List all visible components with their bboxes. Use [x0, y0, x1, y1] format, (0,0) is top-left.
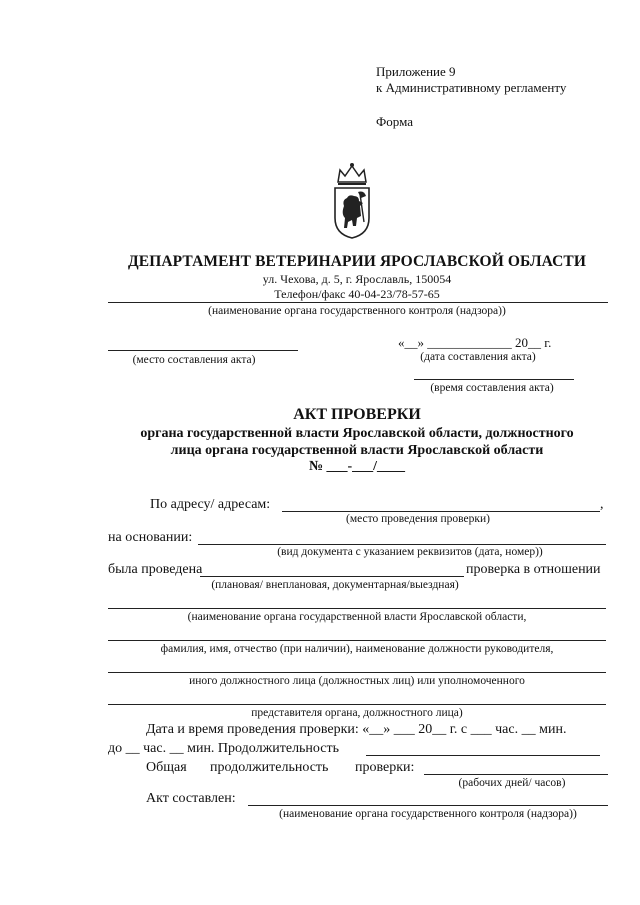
inspection-datetime-line[interactable]: Дата и время проведения проверки: «__» ___ 20__ г. с ___ час. __ мин. — [146, 722, 567, 737]
act-subtitle-line1: органа государственной власти Ярославской области, должностного — [140, 426, 574, 441]
conducted-type-field[interactable] — [200, 576, 464, 577]
conducted-tail: проверка в отношении — [466, 562, 601, 577]
act-title: АКТ ПРОВЕРКИ — [293, 406, 421, 423]
organization-title: ДЕПАРТАМЕНТ ВЕТЕРИНАРИИ ЯРОСЛАВСКОЙ ОБЛАСТИ — [127, 253, 587, 270]
total-duration-caption: (рабочих дней/ часов) — [458, 777, 566, 789]
coat-of-arms-yaroslavl-bear-icon — [330, 160, 374, 240]
organization-underline — [108, 302, 608, 303]
target-field-2[interactable] — [108, 640, 606, 641]
target-caption-4: представителя органа, должностного лица) — [251, 707, 463, 719]
place-caption: (место составления акта) — [132, 354, 256, 366]
target-field-1[interactable] — [108, 608, 606, 609]
form-label: Форма — [376, 114, 413, 129]
appendix-number: Приложение 9 — [376, 64, 456, 79]
target-caption-2: фамилия, имя, отчество (при наличии), наименование должности руководителя, — [160, 643, 554, 655]
act-time-field[interactable] — [414, 379, 574, 380]
appendix-reference: к Административному регламенту — [376, 80, 567, 95]
compiled-field[interactable] — [248, 805, 608, 806]
organization-phone: Телефон/факс 40-04-23/78-57-65 — [274, 287, 440, 301]
target-field-3[interactable] — [108, 672, 606, 673]
target-field-4[interactable] — [108, 704, 606, 705]
organization-address: ул. Чехова, д. 5, г. Ярославль, 150054 — [262, 272, 452, 286]
basis-field[interactable] — [198, 544, 606, 545]
act-number[interactable]: № ___-___/____ — [308, 459, 406, 474]
compiled-label: Акт составлен: — [146, 791, 236, 806]
conducted-caption: (плановая/ внеплановая, документарная/выездная) — [211, 579, 459, 591]
act-subtitle-line2: лица органа государственной власти Ярославской области — [170, 443, 544, 458]
basis-label: на основании: — [108, 530, 193, 545]
address-caption: (место проведения проверки) — [346, 513, 490, 525]
conducted-label: была проведена — [108, 562, 203, 577]
act-date-caption: (дата составления акта) — [420, 351, 536, 363]
duration-field[interactable] — [366, 755, 600, 756]
target-caption-1: (наименование органа государственной власти Ярославской области, — [187, 611, 527, 623]
address-comma: , — [600, 497, 604, 512]
organization-caption: (наименование органа государственного контроля (надзора)) — [208, 305, 506, 317]
total-duration-label-2: продолжительность — [210, 760, 329, 775]
total-duration-field[interactable] — [424, 774, 608, 775]
inspection-until-line[interactable]: до __ час. __ мин. Продолжительность — [108, 741, 339, 756]
act-time-caption: (время составления акта) — [430, 382, 554, 394]
total-duration-label-1: Общая — [146, 760, 187, 775]
total-duration-label-3: проверки: — [355, 760, 415, 775]
address-label: По адресу/ адресам: — [150, 497, 271, 512]
place-field[interactable] — [108, 350, 298, 351]
act-date-field[interactable]: «__» _____________ 20__ г. — [398, 335, 552, 350]
compiled-caption: (наименование органа государственного контроля (надзора)) — [279, 808, 577, 820]
address-field[interactable] — [282, 511, 600, 512]
target-caption-3: иного должностного лица (должностных лиц) или уполномоченного — [189, 675, 525, 687]
basis-caption: (вид документа с указанием реквизитов (дата, номер)) — [277, 546, 543, 558]
